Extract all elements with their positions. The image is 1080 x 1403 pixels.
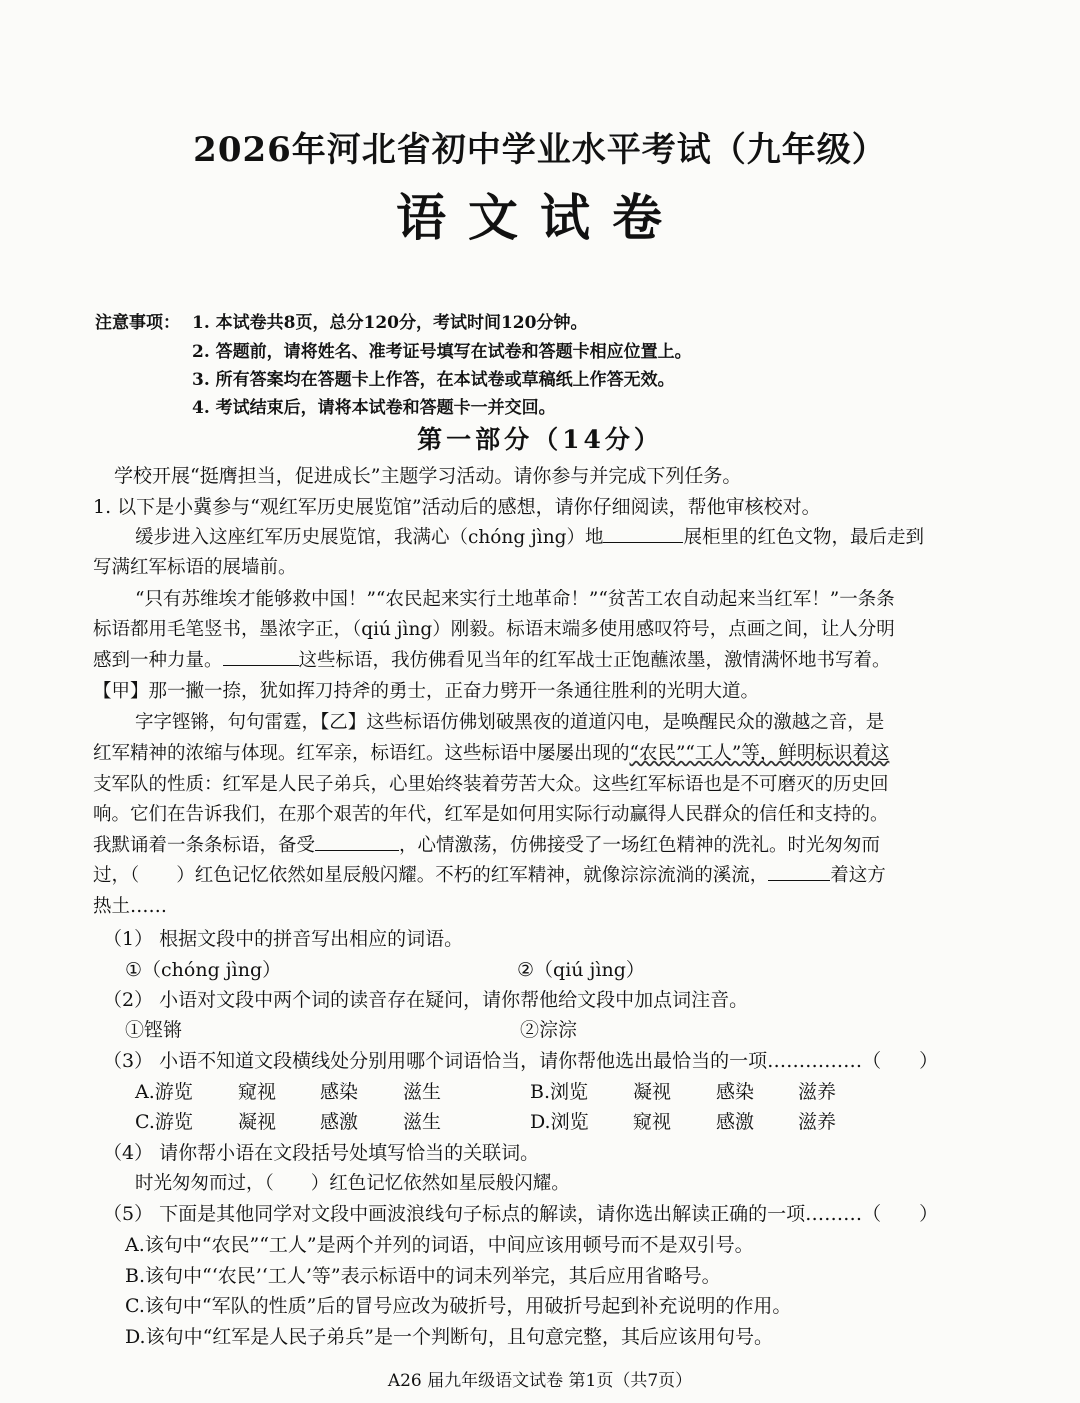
sub-question-1-stem: （1） 根据文段中的拼音写出相应的词语。 bbox=[103, 928, 464, 950]
page-footer: A26 届九年级语文试卷 第1页（共7页） bbox=[387, 1371, 693, 1391]
passage-line: 写满红军标语的展墙前。 bbox=[93, 557, 297, 578]
passage-line bbox=[93, 646, 891, 672]
option-b-word-2: 凝视 bbox=[633, 1081, 672, 1103]
option-b-word-4: 滋养 bbox=[798, 1081, 837, 1103]
answer-blank-2 bbox=[223, 647, 299, 666]
option-d: D.该句中“红军是人民子弟兵”是一个判断句，且句意完整，其后应该用句号。 bbox=[125, 1326, 774, 1348]
passage-text: ，心情激荡，仿佛接受了一场红色精神的洗礼。时光匆匆而 bbox=[399, 835, 881, 856]
exam-title: 2026年河北省初中学业水平考试（九年级） bbox=[193, 130, 887, 170]
passage-text: 这些标语，我仿佛看见当年的红军战士正饱蘸浓墨，激情满怀地书写着。 bbox=[298, 650, 891, 671]
option-b-word-1: B.浏览 bbox=[530, 1081, 589, 1103]
passage-text: 展柜里的红色文物，最后走到 bbox=[683, 527, 924, 548]
option-d-word-3: 感激 bbox=[716, 1111, 755, 1133]
passage-text: 缓步进入这座红军历史展览馆，我满心（chóng jìng）地 bbox=[135, 527, 604, 548]
option-c-word-4: 滋生 bbox=[403, 1111, 442, 1133]
passage-line bbox=[135, 523, 924, 549]
notice-item-4: 4. 考试结束后，请将本试卷和答题卡一并交回。 bbox=[192, 398, 556, 418]
passage-text: 我默诵着一条条标语，备受 bbox=[93, 835, 316, 856]
passage-line: 字字铿锵，句句雷霆，【乙】这些标语仿佛划破黑夜的道道闪电，是唤醒民众的激越之音，是 bbox=[135, 712, 885, 733]
notice-item-3: 3. 所有答案均在答题卡上作答，在本试卷或草稿纸上作答无效。 bbox=[192, 370, 675, 390]
answer-blank-3 bbox=[315, 832, 399, 851]
option-c: C.该句中“军队的性质”后的冒号应改为破折号，用破折号起到补充说明的作用。 bbox=[125, 1295, 792, 1317]
notice-item-2: 2. 答题前，请将姓名、准考证号填写在试卷和答题卡相应位置上。 bbox=[192, 342, 692, 362]
sub-question-4-stem: （4） 请你帮小语在文段括号处填写恰当的关联词。 bbox=[103, 1142, 540, 1164]
option-d-word-1: D.浏览 bbox=[530, 1111, 589, 1133]
exam-subtitle: 语文试卷 bbox=[396, 188, 684, 247]
wavy-underlined-text: “农民”“工人”等，鲜明标识着这 bbox=[629, 743, 890, 764]
sub-question-4-line: 时光匆匆而过，（ ）红色记忆依然如星辰般闪耀。 bbox=[135, 1173, 570, 1194]
option-c-word-2: 凝视 bbox=[238, 1111, 277, 1133]
passage-line: 标语都用毛笔竖书，墨浓字正，（qiú jìng）刚毅。标语末端多使用感叹符号，点画之间，让人分明 bbox=[93, 619, 895, 640]
passage-line: 响。它们在告诉我们，在那个艰苦的年代，红军是如何用实际行动赢得人民群众的信任和支持的。 bbox=[93, 804, 889, 825]
sub-question-1-item-a: ①（chóng jìng） bbox=[125, 959, 282, 981]
option-d-word-4: 滋养 bbox=[798, 1111, 837, 1133]
notice-item-1: 1. 本试卷共8页，总分120分，考试时间120分钟。 bbox=[192, 313, 588, 333]
passage-line bbox=[93, 739, 889, 765]
notice-label: 注意事项： bbox=[95, 313, 180, 333]
passage-line bbox=[93, 831, 880, 857]
section-intro: 学校开展“挺膺担当，促进成长”主题学习活动。请你参与并完成下列任务。 bbox=[114, 465, 742, 487]
sub-question-3-stem: （3） 小语不知道文段横线处分别用哪个词语恰当，请你帮他选出最恰当的一项……………（ ） bbox=[103, 1050, 939, 1072]
passage-line: 【甲】那一撇一捺，犹如挥刀持斧的勇士，正奋力劈开一条通往胜利的光明大道。 bbox=[93, 681, 760, 702]
answer-blank-4 bbox=[768, 862, 830, 881]
sub-question-2-item-b: ②淙淙 bbox=[520, 1019, 578, 1041]
option-c-word-3: 感激 bbox=[320, 1111, 359, 1133]
passage-line bbox=[93, 861, 886, 887]
option-c-word-1: C.游览 bbox=[135, 1111, 193, 1133]
passage-line: 支军队的性质：红军是人民子弟兵，心里始终装着劳苦大众。这些红军标语也是不可磨灭的历史回 bbox=[93, 774, 889, 795]
passage-text: 红军精神的浓缩与体现。红军亲，标语红。这些标语中屡屡出现的 bbox=[93, 743, 630, 764]
option-d-word-2: 窥视 bbox=[633, 1111, 672, 1133]
option-b: B.该句中“‘农民’‘工人’等”表示标语中的词未列举完，其后应用省略号。 bbox=[125, 1265, 721, 1287]
answer-blank-1 bbox=[603, 524, 683, 543]
sub-question-2-item-a: ①铿锵 bbox=[125, 1019, 183, 1041]
passage-line: 热土…… bbox=[93, 896, 168, 917]
passage-text: 过，（ ）红色记忆依然如星辰般闪耀。不朽的红军精神，就像淙淙流淌的溪流， bbox=[93, 865, 769, 886]
option-b-word-3: 感染 bbox=[716, 1081, 755, 1103]
option-a-word-1: A.游览 bbox=[135, 1081, 193, 1103]
option-a-word-3: 感染 bbox=[320, 1081, 359, 1103]
sub-question-5-stem: （5） 下面是其他同学对文段中画波浪线句子标点的解读，请你选出解读正确的一项………（ ） bbox=[103, 1203, 939, 1225]
section-title: 第一部分（14分） bbox=[417, 425, 663, 454]
option-a-word-2: 窥视 bbox=[238, 1081, 277, 1103]
passage-text: 感到一种力量。 bbox=[93, 650, 223, 671]
passage-text: 着这方 bbox=[830, 865, 886, 886]
passage-line: “只有苏维埃才能够救中国！”“农民起来实行土地革命！”“贫苦工农自动起来当红军！”一条条 bbox=[135, 589, 895, 610]
question-1-stem: 1. 以下是小冀参与“观红军历史展览馆”活动后的感想，请你仔细阅读，帮他审核校对。 bbox=[93, 496, 821, 518]
sub-question-1-item-b: ②（qiú jìng） bbox=[517, 959, 645, 981]
option-a-word-4: 滋生 bbox=[403, 1081, 442, 1103]
sub-question-2-stem: （2） 小语对文段中两个词的读音存在疑问，请你帮他给文段中加点词注音。 bbox=[103, 989, 749, 1011]
option-a: A.该句中“农民”“工人”是两个并列的词语，中间应该用顿号而不是双引号。 bbox=[125, 1234, 754, 1256]
